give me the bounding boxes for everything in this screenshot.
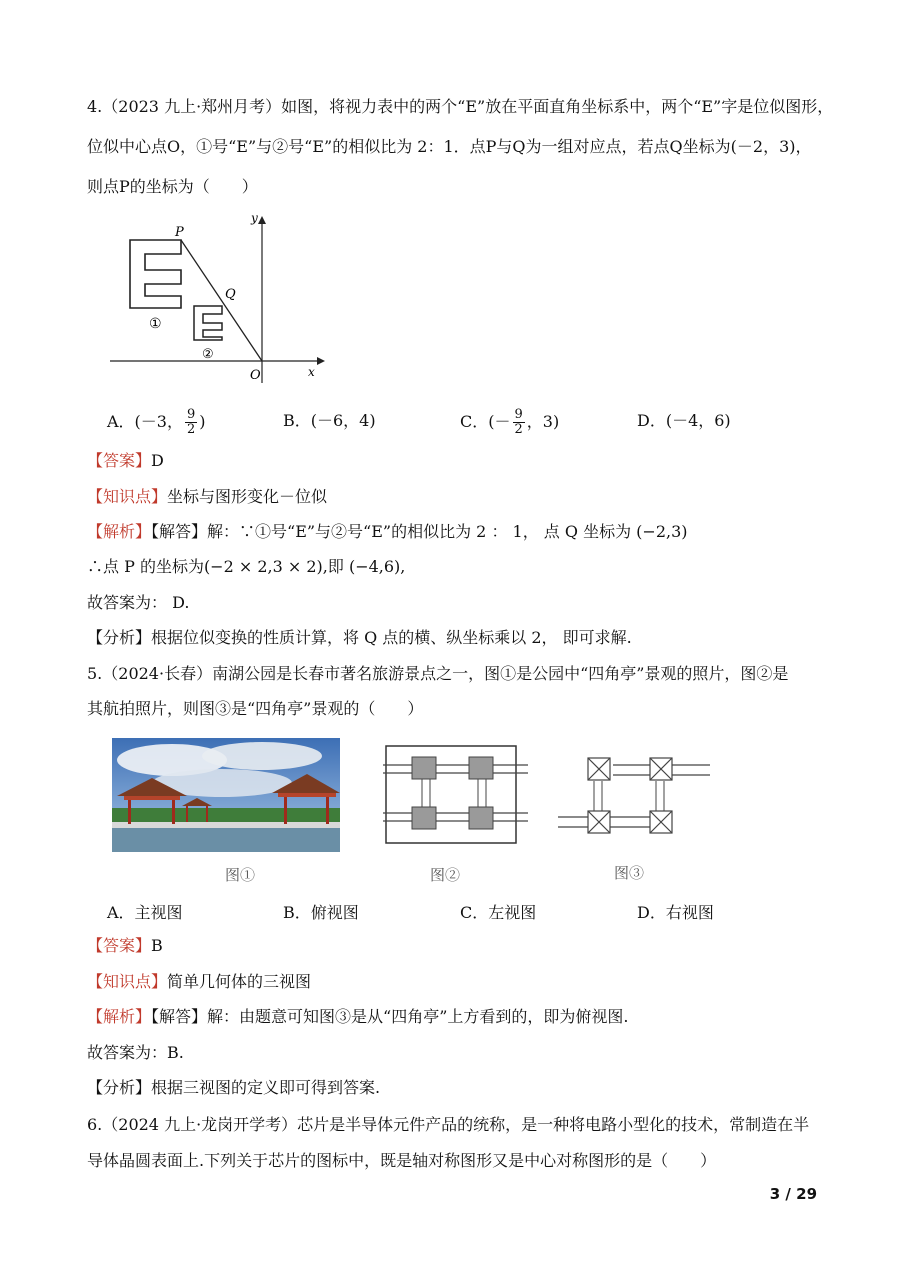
q4-stem-line1: 4.（2023 九上·郑州月考）如图，将视力表中的两个“E”放在平面直角坐标系中，两个“E”字是位似图形， (87, 97, 834, 116)
q5-option-b[interactable]: B．俯视图 (283, 903, 359, 922)
q5-option-d[interactable]: D．右视图 (637, 903, 714, 922)
q6-stem-line2: 导体晶圆表面上.下列关于芯片的图标中，既是轴对称图形又是中心对称图形的是（ ） (87, 1151, 717, 1170)
q5-stem-line1: 5.（2024·长春）南湖公园是长春市著名旅游景点之一，图①是公园中“四角亭”景观的照片，图②是 (87, 664, 789, 683)
figure-2-label: ② (202, 347, 214, 362)
q4-option-a[interactable]: A．(－3， $\frac{9}{2}$ ) (107, 407, 206, 437)
q4-stem-line3: 则点P的坐标为（ ） (87, 177, 258, 196)
q5-knowledge-point: 【知识点】简单几何体的三视图 (87, 972, 312, 991)
aerial-view-figure (383, 743, 535, 849)
q5-conclusion: 故答案为：B. (87, 1043, 184, 1062)
q4-knowledge-point: 【知识点】坐标与图形变化－位似 (87, 487, 328, 506)
q6-stem-line1: 6.（2024 九上·龙岗开学考）芯片是半导体元件产品的统称，是一种将电路小型化的技术，常制造在半 (87, 1115, 810, 1134)
x-axis-label: x (308, 365, 315, 379)
q5-answer: 【答案】B (87, 936, 163, 955)
figure-2-caption: 图② (430, 866, 461, 884)
figure-3-caption: 图③ (614, 864, 645, 882)
pavilion-photo (112, 738, 340, 852)
q4-option-d[interactable]: D．(－4，6) (637, 411, 731, 430)
point-p-label: P (175, 225, 184, 240)
q4-conclusion: 故答案为： D. (87, 593, 190, 612)
q4-stem-line2: 位似中心点O，①号“E”与②号“E”的相似比为 2：1．点P与Q为一组对应点，若点Q坐标为(－2，3)， (87, 137, 812, 156)
point-q-label: Q (225, 287, 236, 302)
figure-1-label: ① (149, 316, 162, 332)
q5-analysis: 【解析】【解答】解：由题意可知图③是从“四角亭”上方看到的，即为俯视图. (87, 1007, 629, 1026)
q4-option-c[interactable]: C．(－ $\frac{9}{2}$ ，3) (460, 407, 560, 437)
q4-answer: 【答案】D (87, 451, 164, 470)
q4-coordinate-figure (105, 208, 335, 388)
q4-summary: 【分析】根据位似变换的性质计算，将 Q 点的横、纵坐标乘以 2， 即可求解. (87, 628, 632, 647)
page-number: 3 / 29 (769, 1185, 817, 1203)
q5-option-a[interactable]: A．主视图 (107, 903, 183, 922)
y-axis-label: y (251, 211, 258, 225)
q4-option-b[interactable]: B．(－6，4) (283, 411, 376, 430)
q5-stem-line2: 其航拍照片，则图③是“四角亭”景观的（ ） (87, 699, 424, 718)
fraction: $\frac{9}{2}$ (186, 407, 196, 437)
q4-analysis: 【解析】【解答】解：∵①号“E”与②号“E”的相似比为 2 ： 1， 点 Q 坐标为 (−2,3) (87, 522, 688, 541)
q5-option-c[interactable]: C．左视图 (460, 903, 537, 922)
figure-1-caption: 图① (225, 866, 256, 884)
origin-label: O (250, 368, 261, 383)
q5-summary: 【分析】根据三视图的定义即可得到答案. (87, 1078, 381, 1097)
top-view-figure (558, 755, 713, 840)
fraction: $\frac{9}{2}$ (514, 407, 523, 437)
q4-step: ∴点 P 的坐标为(−2 × 2,3 × 2),即 (−4,6), (87, 557, 406, 576)
